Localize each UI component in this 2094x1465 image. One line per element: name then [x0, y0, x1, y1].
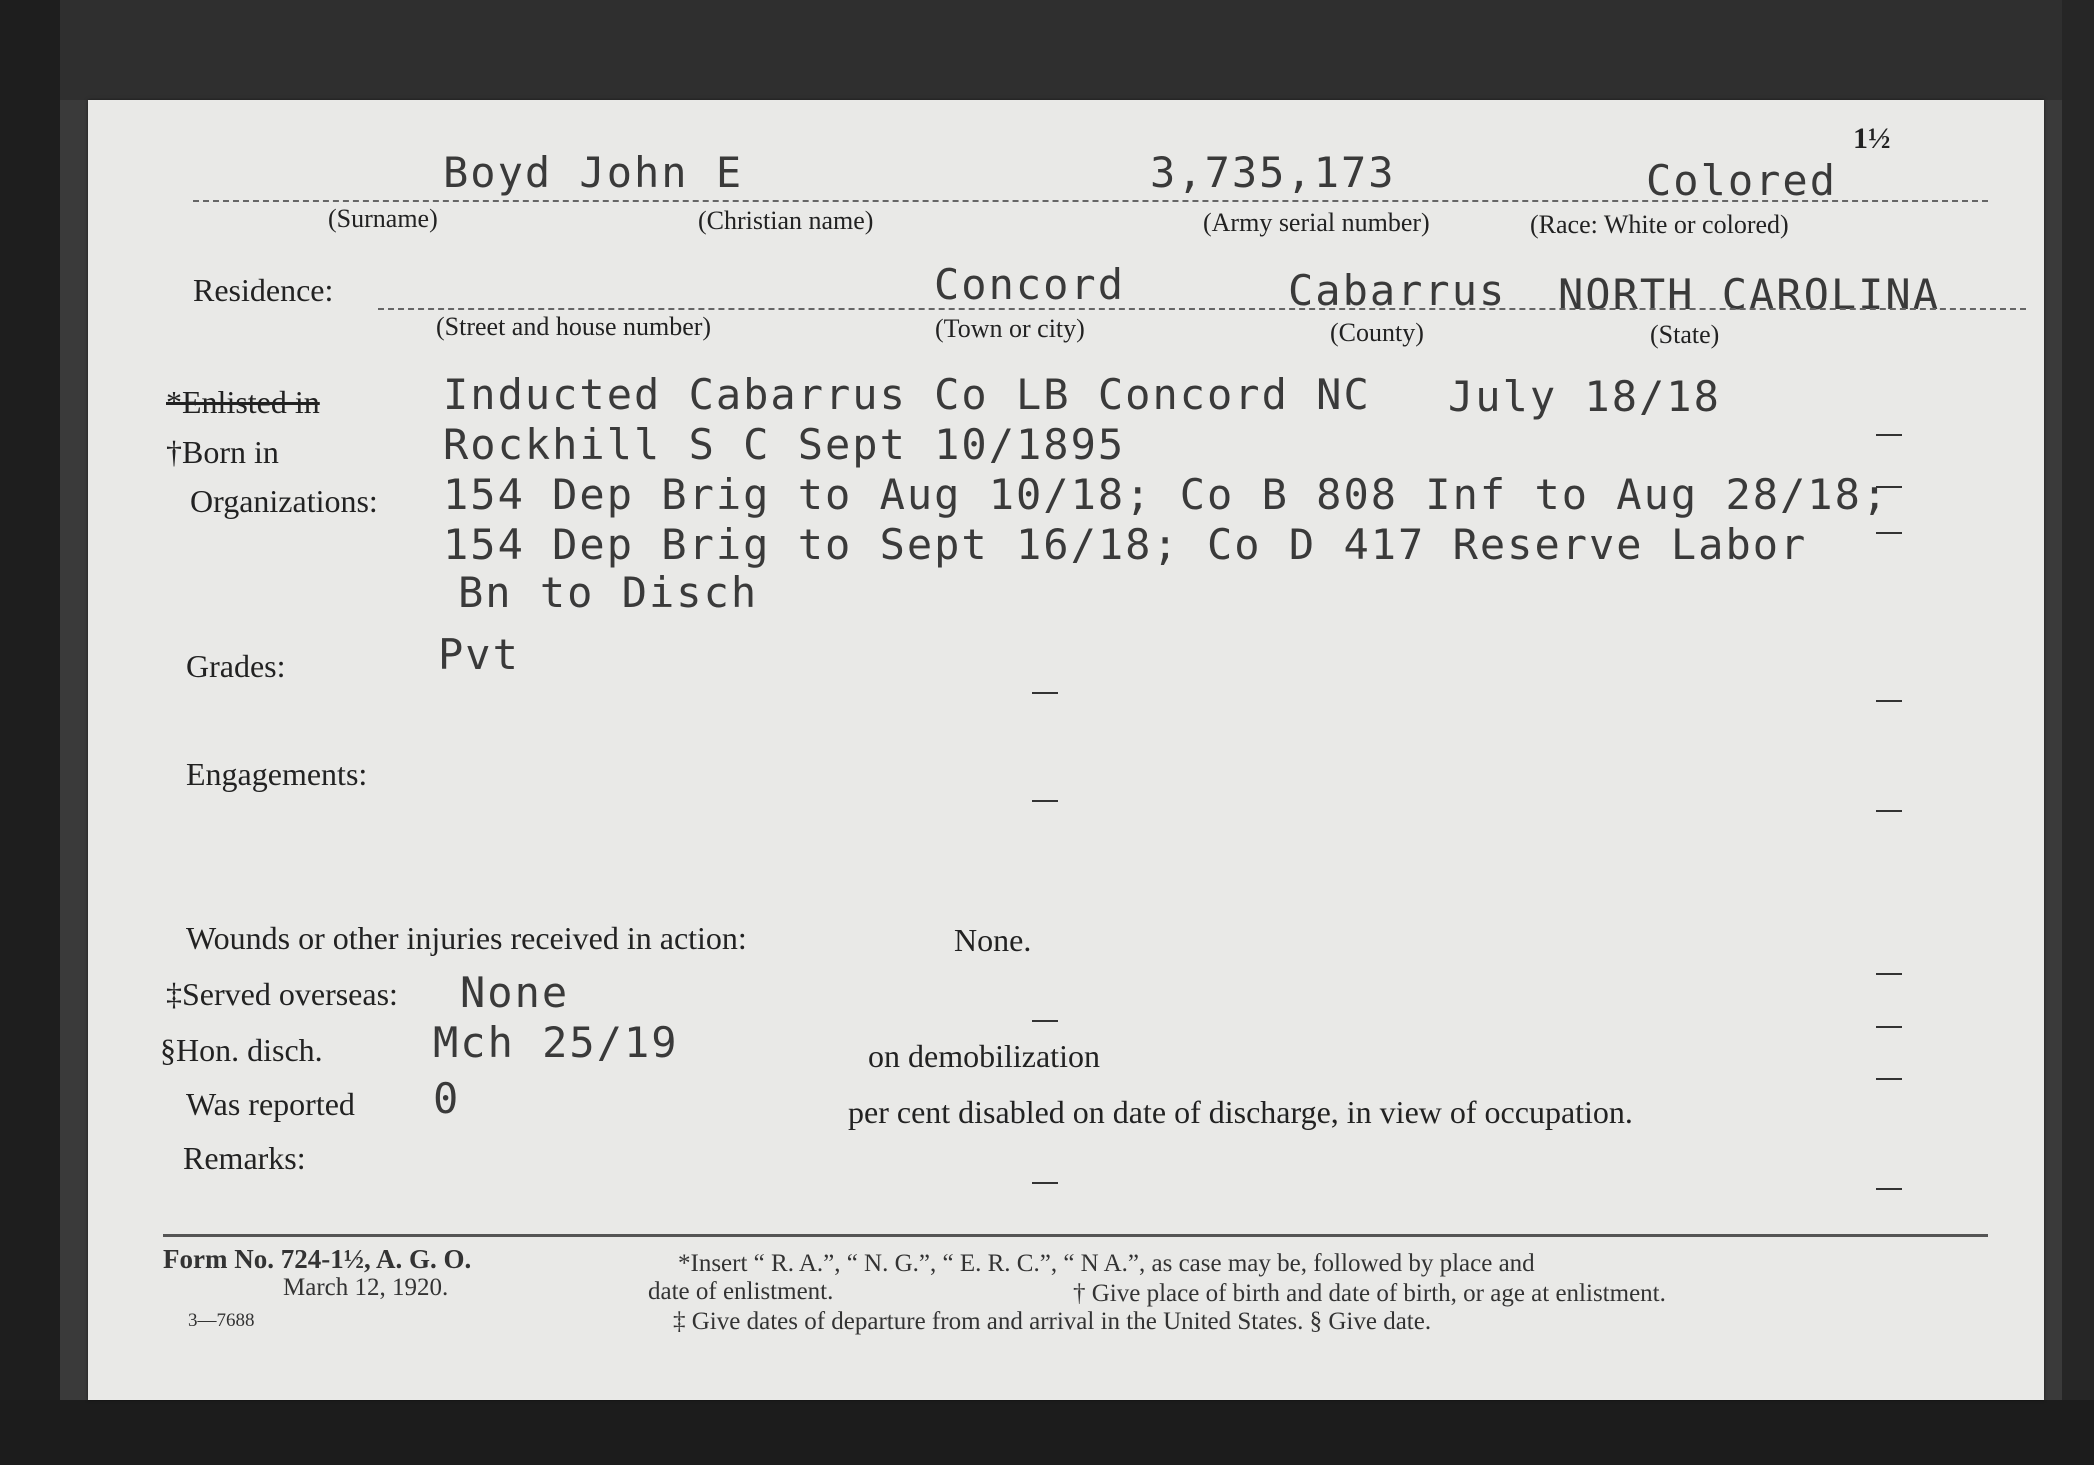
- discharge-label: §Hon. disch.: [160, 1032, 323, 1068]
- scan-background-left: [0, 0, 60, 1465]
- residence-line: [378, 308, 2026, 310]
- residence-county: Cabarrus: [1288, 266, 1507, 315]
- margin-dash: [1032, 1020, 1058, 1022]
- remarks-label: Remarks:: [183, 1140, 306, 1176]
- race-value: Colored: [1646, 156, 1838, 205]
- organizations-label: Organizations:: [190, 483, 378, 519]
- footer-rule: [163, 1234, 1988, 1237]
- serial-number-value: 3,735,173: [1150, 148, 1396, 197]
- reported-label: Was reported: [186, 1086, 355, 1122]
- organizations-line-2: 154 Dep Brig to Sept 16/18; Co D 417 Reserve Labor: [443, 520, 1808, 569]
- caption-serial-number: (Army serial number): [1203, 208, 1430, 237]
- caption-street: (Street and house number): [436, 312, 712, 341]
- organizations-line-3: Bn to Disch: [458, 568, 759, 617]
- margin-dash: [1876, 1078, 1902, 1080]
- service-record-card: [88, 100, 2044, 1400]
- footnote-birth: † Give place of birth and date of birth, or age at enlistment.: [1073, 1280, 1666, 1307]
- residence-state: NORTH CAROLINA: [1558, 270, 1941, 319]
- wounds-value: None.: [954, 922, 1032, 958]
- reported-suffix: per cent disabled on date of discharge, in view of occupation.: [848, 1094, 1633, 1130]
- margin-dash: [1032, 1182, 1058, 1184]
- scan-background-right: [2062, 0, 2094, 1465]
- born-value: Rockhill S C Sept 10/1895: [443, 420, 1126, 469]
- caption-race: (Race: White or colored): [1530, 210, 1789, 239]
- margin-dash: [1032, 800, 1058, 802]
- caption-state: (State): [1650, 320, 1720, 349]
- header-line: [193, 200, 1988, 202]
- margin-dash: [1876, 1026, 1902, 1028]
- scan-background-top: [0, 0, 2094, 100]
- margin-dash: [1876, 700, 1902, 702]
- footnote-enlistment-cont: date of enlistment.: [648, 1278, 834, 1305]
- footnote-enlistment: *Insert “ R. A.”, “ N. G.”, “ E. R. C.”, “ N A.”, as case may be, followed by place and: [678, 1250, 1535, 1277]
- discharge-value: Mch 25/19: [433, 1018, 679, 1067]
- name-value: Boyd John E: [443, 148, 744, 197]
- reported-value: 0: [433, 1074, 461, 1123]
- caption-christian-name: (Christian name): [698, 206, 874, 235]
- residence-label: Residence:: [193, 272, 334, 308]
- grades-label: Grades:: [186, 648, 286, 684]
- engagements-label: Engagements:: [186, 756, 368, 792]
- wounds-label: Wounds or other injuries received in action:: [186, 920, 747, 956]
- enlisted-value: Inducted Cabarrus Co LB Concord NC: [443, 370, 1371, 419]
- margin-dash: [1876, 434, 1902, 436]
- discharge-suffix: on demobilization: [868, 1038, 1100, 1074]
- caption-surname: (Surname): [328, 204, 438, 233]
- enlisted-date: July 18/18: [1448, 372, 1721, 421]
- margin-dash: [1876, 532, 1902, 534]
- margin-dash: [1876, 486, 1902, 488]
- residence-town: Concord: [934, 260, 1126, 309]
- grades-value: Pvt: [438, 630, 520, 679]
- footnote-overseas: ‡ Give dates of departure from and arrival in the United States. § Give date.: [673, 1308, 1432, 1335]
- organizations-line-1: 154 Dep Brig to Aug 10/18; Co B 808 Inf to Aug 28/18;: [443, 470, 1890, 519]
- margin-dash: [1032, 692, 1058, 694]
- enlisted-label: *Enlisted in: [166, 384, 320, 420]
- scan-background-bottom: [0, 1400, 2094, 1465]
- form-number: Form No. 724-1½, A. G. O.: [163, 1244, 472, 1274]
- overseas-value: None: [460, 968, 570, 1017]
- caption-county: (County): [1330, 318, 1424, 347]
- overseas-label: ‡Served overseas:: [166, 976, 398, 1012]
- margin-dash: [1876, 810, 1902, 812]
- print-code: 3—7688: [188, 1310, 255, 1331]
- margin-dash: [1876, 1188, 1902, 1190]
- born-label: †Born in: [166, 434, 279, 470]
- form-date: March 12, 1920.: [283, 1274, 449, 1301]
- caption-town: (Town or city): [935, 314, 1085, 343]
- corner-mark: 1½: [1853, 122, 1891, 155]
- margin-dash: [1876, 973, 1902, 975]
